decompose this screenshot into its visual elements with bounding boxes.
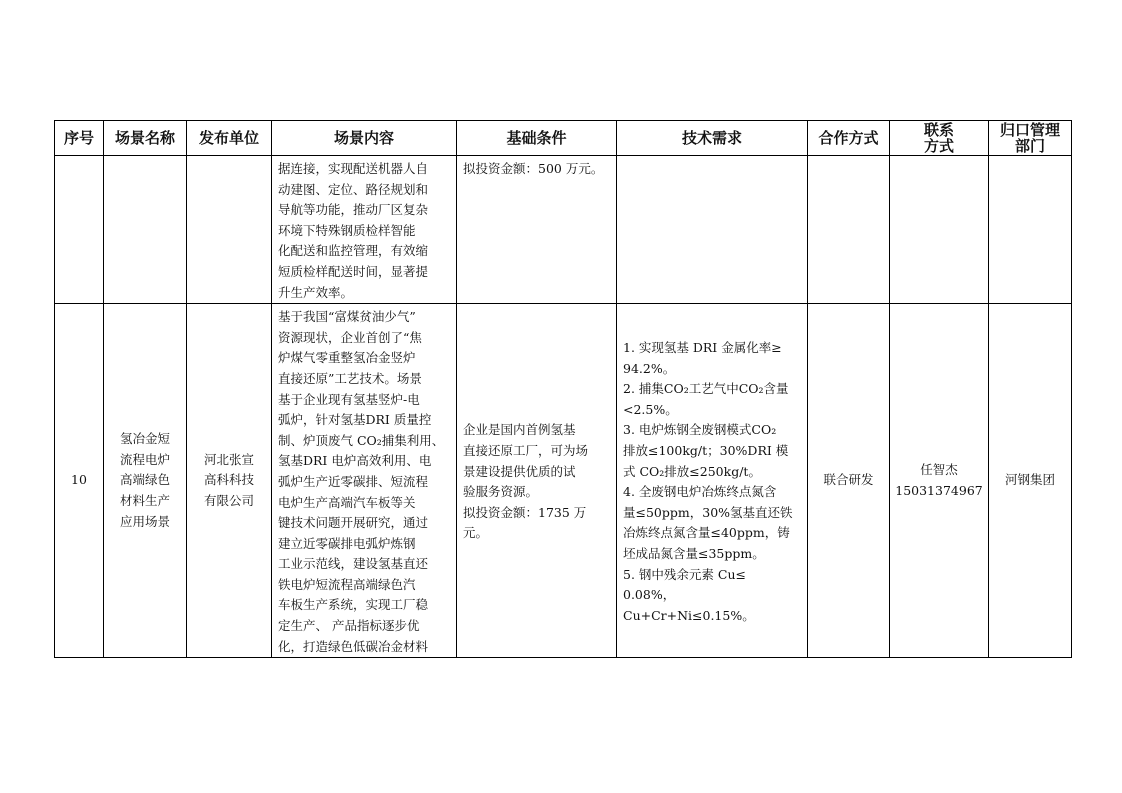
cell-tech-needs: 1. 实现氢基 DRI 金属化率≥ 94.2%。 2. 捕集CO₂工艺气中CO₂含量 <2.5%。 3. 电炉炼钢全废钢模式CO₂ 排放≤100kg/t；30%DRI 模 式 CO₂排放≤250kg/t。 4. 全废钢电炉冶炼终点氮含 量≤50ppm，30%氢基直还铁 冶炼终点氮含量≤40ppm，铸 坯成品氮含量≤35ppm。 5. 钢中残余元素 Cu≤ 0.08%，Cu+Cr+Ni≤0.15%。 [617,304,808,658]
table-header-row [55,121,1072,156]
header-department: 归口管理 部门 [989,121,1072,156]
cell-conditions: 拟投资金额：500 万元。 [457,156,617,304]
cell-department: 河钢集团 [989,304,1072,658]
cell-department [989,156,1072,304]
header-index: 序号 [55,121,104,156]
header-conditions: 基础条件 [457,121,617,156]
cell-cooperation [808,156,890,304]
scenario-table [54,120,1072,658]
cell-content: 基于我国“富煤贫油少气” 资源现状，企业首创了“焦 炉煤气零重整氢冶金竖炉 直接还原”工艺技术。场景 基于企业现有氢基竖炉-电 弧炉，针对氢基DRI 质量控 制、炉顶废气 CO₂捕集利用、 氢基DRI 电炉高效利用、电 弧炉生产近零碳排、短流程 电炉生产高端汽车板等关 键技术问题开展研究，通过 建立近零碳排电弧炉炼钢 工业示范线，建设氢基直还 铁电炉短流程高端绿色汽 车板生产系统，实现工厂稳 定生产、 产品指标逐步优 化，打造绿色低碳冶金材料 [272,304,457,658]
cell-publisher [187,156,272,304]
cell-scene-name: 氢冶金短 流程电炉 高端绿色 材料生产 应用场景 [104,304,187,658]
cell-index: 10 [55,304,104,658]
header-publisher: 发布单位 [187,121,272,156]
cell-contact [890,156,989,304]
table-row [55,304,1072,658]
cell-tech-needs [617,156,808,304]
cell-cooperation: 联合研发 [808,304,890,658]
header-cooperation: 合作方式 [808,121,890,156]
cell-publisher: 河北张宣 高科科技 有限公司 [187,304,272,658]
header-tech-needs: 技术需求 [617,121,808,156]
cell-conditions: 企业是国内首例氢基 直接还原工厂，可为场 景建设提供优质的试 验服务资源。 拟投资金额：1735 万 元。 [457,304,617,658]
cell-contact: 任智杰 15031374967 [890,304,989,658]
header-content: 场景内容 [272,121,457,156]
header-scene-name: 场景名称 [104,121,187,156]
table-row [55,156,1072,304]
header-contact: 联系 方式 [890,121,989,156]
cell-content: 据连接，实现配送机器人自 动建图、定位、路径规划和 导航等功能，推动厂区复杂 环境下特殊钢质检样智能 化配送和监控管理，有效缩 短质检样配送时间，显著提 升生产效率。 [272,156,457,304]
cell-index [55,156,104,304]
cell-scene-name [104,156,187,304]
